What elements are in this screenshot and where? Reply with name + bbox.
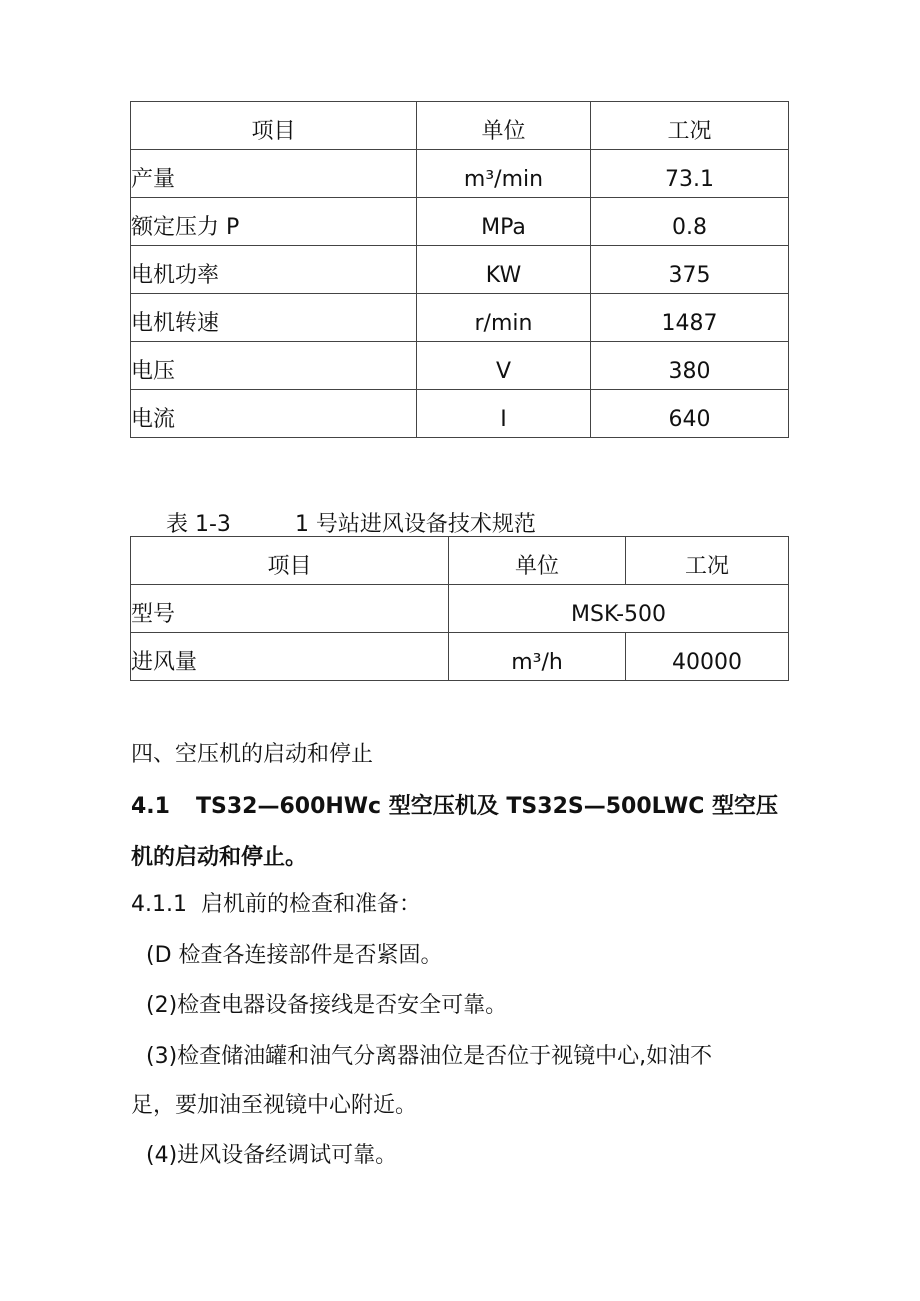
unit-cell: m³/min: [417, 150, 591, 198]
unit-cell: m³/h: [449, 633, 626, 681]
value-cell: 640: [591, 390, 789, 438]
item-cell: 额定压力 P: [131, 198, 417, 246]
table-row: [131, 246, 789, 294]
section-heading: 四、空压机的启动和停止: [131, 742, 374, 767]
subsection-heading: [131, 789, 778, 820]
checklist-item-4: (4)进风设备经调试可靠。: [146, 1143, 398, 1168]
header-cell: 单位: [417, 102, 591, 150]
item-cell: 电机功率: [131, 246, 417, 294]
subsubsection-heading: [131, 887, 421, 918]
table-row: [131, 294, 789, 342]
compressor-spec-table: [130, 101, 789, 438]
unit-cell: KW: [417, 246, 591, 294]
item-cell: 型号: [131, 585, 449, 633]
value-cell: 380: [591, 342, 789, 390]
value-cell: 40000: [626, 633, 789, 681]
table-caption-title: 1 号站进风设备技术规范: [294, 512, 536, 537]
header-cell: 单位: [449, 537, 626, 585]
value-cell: 375: [591, 246, 789, 294]
table-row: [131, 198, 789, 246]
subsection-title-line-1: TS32—600HWc 型空压机及 TS32S—500LWC 型空压: [195, 794, 779, 819]
checklist-item-3: (3)检查储油罐和油气分离器油位是否位于视镜中心,如油不: [146, 1044, 713, 1069]
table-row: [131, 342, 789, 390]
table-row: [131, 585, 789, 633]
checklist-item-2: (2)检查电器设备接线是否安全可靠。: [146, 993, 508, 1018]
table-header-row: [131, 102, 789, 150]
subsubsection-number: 4.1.1: [131, 892, 187, 917]
header-cell: 工况: [591, 102, 789, 150]
header-cell: 项目: [131, 102, 417, 150]
item-cell: 进风量: [131, 633, 449, 681]
subsection-title-line-2: 机的启动和停止。: [131, 845, 308, 870]
checklist-item-3-continued: 足，要加油至视镜中心附近。: [131, 1093, 418, 1118]
unit-cell: MPa: [417, 198, 591, 246]
subsection-number: 4.1: [131, 794, 170, 819]
value-cell: 73.1: [591, 150, 789, 198]
table-row: [131, 633, 789, 681]
model-value-cell: MSK-500: [449, 585, 789, 633]
table-row: [131, 390, 789, 438]
unit-cell: r/min: [417, 294, 591, 342]
table-caption: [166, 507, 536, 538]
item-cell: 产量: [131, 150, 417, 198]
item-cell: 电压: [131, 342, 417, 390]
unit-cell: I: [417, 390, 591, 438]
subsubsection-title: 启机前的检查和准备：: [200, 892, 421, 917]
header-cell: 项目: [131, 537, 449, 585]
table-row: [131, 150, 789, 198]
intake-equipment-spec-table: [130, 536, 789, 681]
unit-cell: V: [417, 342, 591, 390]
table-header-row: [131, 537, 789, 585]
item-cell: 电流: [131, 390, 417, 438]
header-cell: 工况: [626, 537, 789, 585]
item-cell: 电机转速: [131, 294, 417, 342]
checklist-item-1: (D 检查各连接部件是否紧固。: [146, 943, 443, 968]
value-cell: 0.8: [591, 198, 789, 246]
table-caption-number: 表 1-3: [166, 512, 231, 537]
value-cell: 1487: [591, 294, 789, 342]
